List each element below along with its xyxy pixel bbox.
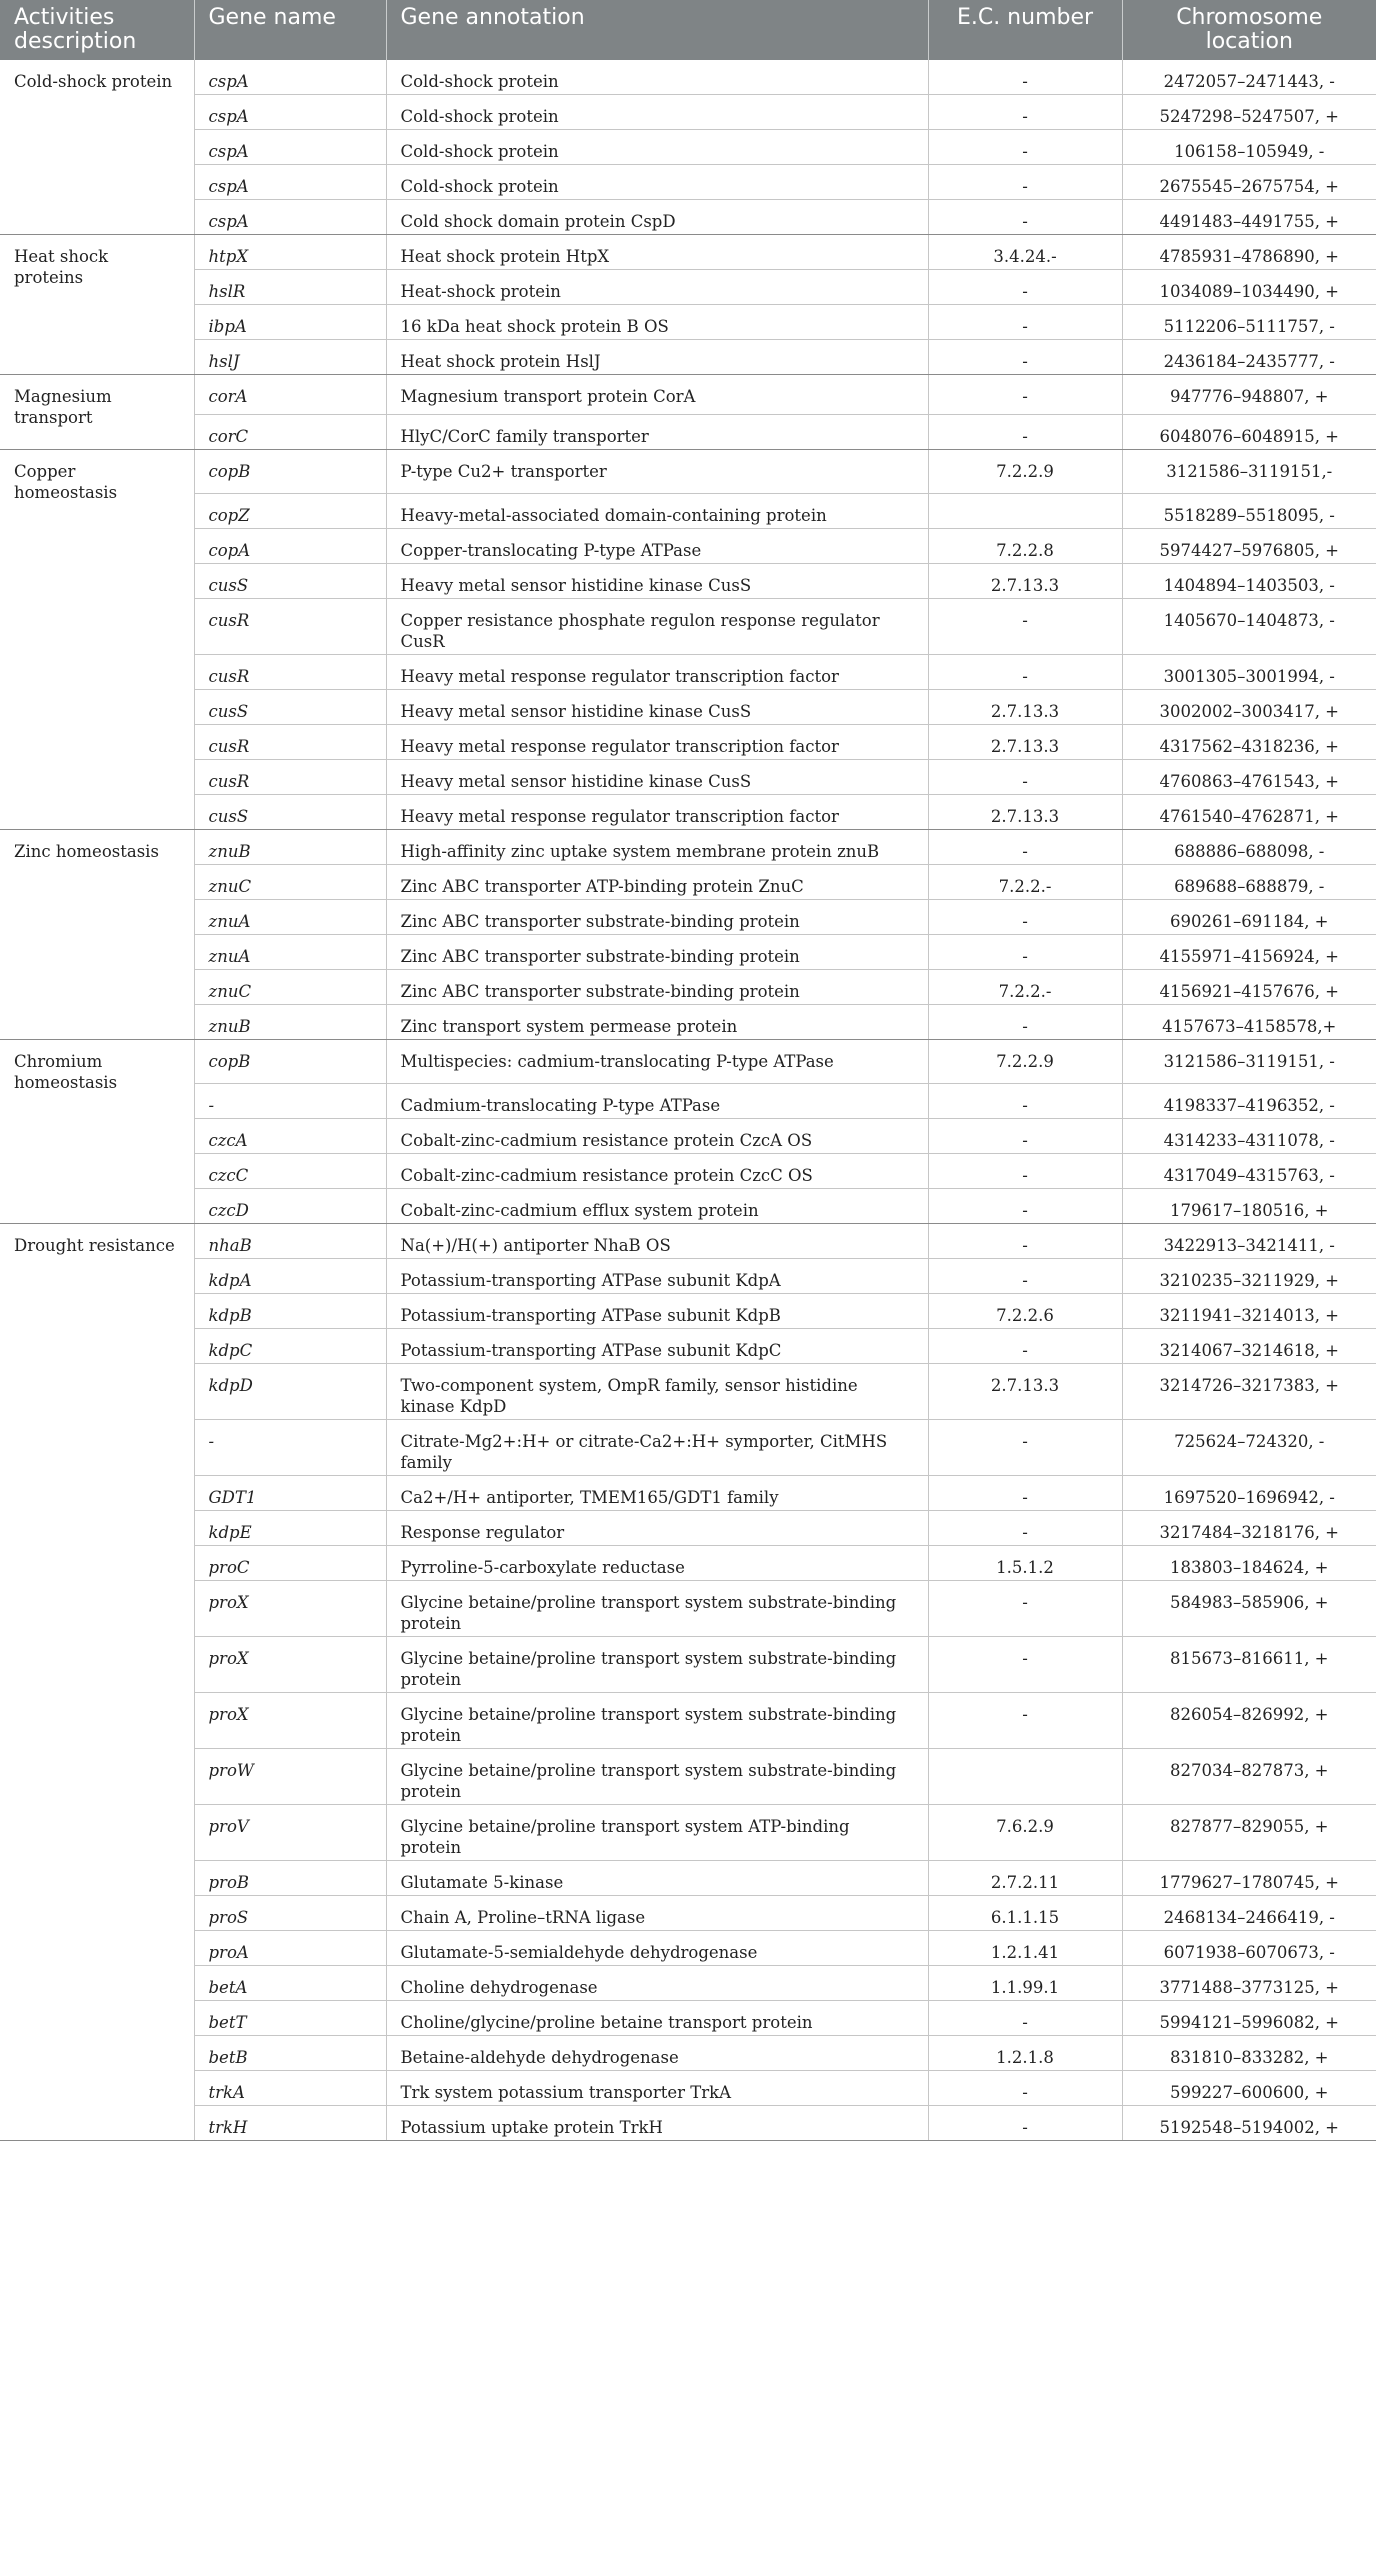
chromosome-location-cell: 183803–184624, +: [1122, 1546, 1376, 1581]
gene-annotation-cell: Cold-shock protein: [386, 60, 928, 95]
chromosome-location-cell: 4761540–4762871, +: [1122, 795, 1376, 830]
chromosome-location-cell: 815673–816611, +: [1122, 1637, 1376, 1693]
gene-name-cell: betB: [194, 2036, 386, 2071]
gene-annotation-cell: Trk system potassium transporter TrkA: [386, 2071, 928, 2106]
ec-number-cell: -: [928, 1224, 1122, 1259]
gene-name-cell: nhaB: [194, 1224, 386, 1259]
ec-number-cell: 2.7.13.3: [928, 690, 1122, 725]
gene-annotation-cell: Citrate-Mg2+:H+ or citrate-Ca2+:H+ symporter, CitMHS family: [386, 1420, 928, 1476]
ec-number-cell: -: [928, 305, 1122, 340]
table-row: [0, 1931, 1376, 1966]
table-row: [0, 599, 1376, 655]
ec-number-cell: -: [928, 1084, 1122, 1119]
gene-name-cell: -: [194, 1420, 386, 1476]
table-row: [0, 1420, 1376, 1476]
gene-name-cell: copB: [194, 1040, 386, 1084]
ec-number-cell: -: [928, 1259, 1122, 1294]
chromosome-location-cell: 5518289–5518095, -: [1122, 494, 1376, 529]
gene-annotation-cell: Betaine-aldehyde dehydrogenase: [386, 2036, 928, 2071]
gene-annotation-cell: Heavy metal response regulator transcription factor: [386, 655, 928, 690]
gene-name-cell: czcA: [194, 1119, 386, 1154]
gene-name-cell: cusS: [194, 795, 386, 830]
table-row: [0, 1896, 1376, 1931]
table-row: [0, 865, 1376, 900]
gene-annotation-cell: Two-component system, OmpR family, sensor histidine kinase KdpD: [386, 1364, 928, 1420]
gene-annotation-cell: Heat shock protein HtpX: [386, 235, 928, 270]
chromosome-location-cell: 1034089–1034490, +: [1122, 270, 1376, 305]
chromosome-location-cell: 831810–833282, +: [1122, 2036, 1376, 2071]
gene-annotation-cell: Na(+)/H(+) antiporter NhaB OS: [386, 1224, 928, 1259]
chromosome-location-cell: 599227–600600, +: [1122, 2071, 1376, 2106]
ec-number-cell: -: [928, 599, 1122, 655]
table-row: [0, 1581, 1376, 1637]
table-row: [0, 1189, 1376, 1224]
table-row: [0, 200, 1376, 235]
chromosome-location-cell: 690261–691184, +: [1122, 900, 1376, 935]
gene-annotation-cell: P-type Cu2+ transporter: [386, 450, 928, 494]
table-row: [0, 60, 1376, 95]
gene-name-cell: trkA: [194, 2071, 386, 2106]
table-row: [0, 130, 1376, 165]
chromosome-location-cell: 4785931–4786890, +: [1122, 235, 1376, 270]
activity-category-cell: Chromium homeostasis: [0, 1040, 194, 1224]
chromosome-location-cell: 106158–105949, -: [1122, 130, 1376, 165]
ec-number-cell: 7.2.2.6: [928, 1294, 1122, 1329]
gene-annotation-cell: Potassium-transporting ATPase subunit KdpC: [386, 1329, 928, 1364]
gene-name-cell: cspA: [194, 200, 386, 235]
ec-number-cell: -: [928, 270, 1122, 305]
gene-name-cell: proA: [194, 1931, 386, 1966]
gene-name-cell: copA: [194, 529, 386, 564]
gene-name-cell: corC: [194, 415, 386, 450]
chromosome-location-cell: 179617–180516, +: [1122, 1189, 1376, 1224]
table-row: [0, 1084, 1376, 1119]
gene-name-cell: kdpA: [194, 1259, 386, 1294]
chromosome-location-cell: 725624–724320, -: [1122, 1420, 1376, 1476]
table-row: [0, 1861, 1376, 1896]
ec-number-cell: -: [928, 415, 1122, 450]
gene-annotation-cell: Chain A, Proline–tRNA ligase: [386, 1896, 928, 1931]
chromosome-location-cell: 3211941–3214013, +: [1122, 1294, 1376, 1329]
gene-name-cell: -: [194, 1084, 386, 1119]
gene-annotation-cell: Glycine betaine/proline transport system ATP-binding protein: [386, 1805, 928, 1861]
table-row: [0, 1637, 1376, 1693]
gene-annotation-cell: Potassium uptake protein TrkH: [386, 2106, 928, 2141]
table-row: [0, 1259, 1376, 1294]
gene-name-cell: cusR: [194, 760, 386, 795]
table-header: [0, 0, 1376, 60]
ec-number-cell: 6.1.1.15: [928, 1896, 1122, 1931]
chromosome-location-cell: 827034–827873, +: [1122, 1749, 1376, 1805]
ec-number-cell: 1.2.1.41: [928, 1931, 1122, 1966]
ec-number-cell: -: [928, 200, 1122, 235]
chromosome-location-cell: 3121586–3119151, -: [1122, 1040, 1376, 1084]
chromosome-location-cell: 3214726–3217383, +: [1122, 1364, 1376, 1420]
ec-number-cell: -: [928, 900, 1122, 935]
gene-name-cell: trkH: [194, 2106, 386, 2141]
table-row: [0, 1224, 1376, 1259]
chromosome-location-cell: 5247298–5247507, +: [1122, 95, 1376, 130]
table-row: [0, 2036, 1376, 2071]
gene-annotation-cell: Cold shock domain protein CspD: [386, 200, 928, 235]
ec-number-cell: -: [928, 1119, 1122, 1154]
gene-name-cell: copZ: [194, 494, 386, 529]
gene-annotation-cell: High-affinity zinc uptake system membrane protein znuB: [386, 830, 928, 865]
gene-name-cell: hslR: [194, 270, 386, 305]
chromosome-location-cell: 1404894–1403503, -: [1122, 564, 1376, 599]
chromosome-location-cell: 2436184–2435777, -: [1122, 340, 1376, 375]
gene-annotation-cell: Cold-shock protein: [386, 95, 928, 130]
table-row: [0, 690, 1376, 725]
gene-name-cell: proB: [194, 1861, 386, 1896]
ec-number-cell: -: [928, 935, 1122, 970]
table-row: [0, 725, 1376, 760]
gene-annotation-cell: Choline dehydrogenase: [386, 1966, 928, 2001]
gene-annotation-cell: Glycine betaine/proline transport system substrate-binding protein: [386, 1581, 928, 1637]
chromosome-location-cell: 5974427–5976805, +: [1122, 529, 1376, 564]
gene-annotation-cell: Magnesium transport protein CorA: [386, 375, 928, 415]
chromosome-location-cell: 3771488–3773125, +: [1122, 1966, 1376, 2001]
ec-number-cell: 7.6.2.9: [928, 1805, 1122, 1861]
gene-name-cell: proC: [194, 1546, 386, 1581]
ec-number-cell: 7.2.2.9: [928, 450, 1122, 494]
gene-annotation-cell: Heavy metal sensor histidine kinase CusS: [386, 564, 928, 599]
table-row: [0, 1154, 1376, 1189]
gene-annotation-cell: Multispecies: cadmium-translocating P-type ATPase: [386, 1040, 928, 1084]
table-row: [0, 970, 1376, 1005]
chromosome-location-cell: 947776–948807, +: [1122, 375, 1376, 415]
gene-annotation-cell: Glycine betaine/proline transport system substrate-binding protein: [386, 1637, 928, 1693]
activity-category-cell: Zinc homeostasis: [0, 830, 194, 1040]
ec-number-cell: 1.1.99.1: [928, 1966, 1122, 2001]
table-row: [0, 494, 1376, 529]
ec-number-cell: -: [928, 1189, 1122, 1224]
table-row: [0, 235, 1376, 270]
table-row: [0, 1005, 1376, 1040]
gene-name-cell: znuB: [194, 830, 386, 865]
chromosome-location-cell: 1779627–1780745, +: [1122, 1861, 1376, 1896]
chromosome-location-cell: 3001305–3001994, -: [1122, 655, 1376, 690]
gene-annotation-cell: Glycine betaine/proline transport system substrate-binding protein: [386, 1749, 928, 1805]
table-row: [0, 564, 1376, 599]
table-row: [0, 1476, 1376, 1511]
gene-annotation-cell: Copper-translocating P-type ATPase: [386, 529, 928, 564]
ec-number-cell: -: [928, 375, 1122, 415]
ec-number-cell: -: [928, 1329, 1122, 1364]
ec-number-cell: 7.2.2.9: [928, 1040, 1122, 1084]
ec-number-cell: -: [928, 830, 1122, 865]
chromosome-location-cell: 4760863–4761543, +: [1122, 760, 1376, 795]
chromosome-location-cell: 3002002–3003417, +: [1122, 690, 1376, 725]
chromosome-location-cell: 826054–826992, +: [1122, 1693, 1376, 1749]
gene-annotation-cell: Cobalt-zinc-cadmium resistance protein CzcC OS: [386, 1154, 928, 1189]
gene-name-cell: kdpD: [194, 1364, 386, 1420]
gene-name-cell: znuA: [194, 935, 386, 970]
gene-name-cell: proS: [194, 1896, 386, 1931]
gene-name-cell: znuA: [194, 900, 386, 935]
table-row: [0, 830, 1376, 865]
table-body: [0, 60, 1376, 2141]
table-row: [0, 1119, 1376, 1154]
gene-name-cell: cusR: [194, 599, 386, 655]
gene-annotation-cell: Potassium-transporting ATPase subunit KdpA: [386, 1259, 928, 1294]
ec-number-cell: -: [928, 2001, 1122, 2036]
gene-annotation-cell: Cadmium-translocating P-type ATPase: [386, 1084, 928, 1119]
header-ec-number: E.C. number: [928, 0, 1122, 60]
ec-number-cell: 7.2.2.-: [928, 865, 1122, 900]
gene-name-cell: cspA: [194, 165, 386, 200]
table-row: [0, 305, 1376, 340]
ec-number-cell: -: [928, 1581, 1122, 1637]
chromosome-location-cell: 4314233–4311078, -: [1122, 1119, 1376, 1154]
gene-annotation-cell: 16 kDa heat shock protein B OS: [386, 305, 928, 340]
gene-name-cell: cspA: [194, 130, 386, 165]
gene-name-cell: czcC: [194, 1154, 386, 1189]
gene-name-cell: znuC: [194, 970, 386, 1005]
ec-number-cell: 3.4.24.-: [928, 235, 1122, 270]
gene-name-cell: proW: [194, 1749, 386, 1805]
ec-number-cell: -: [928, 1420, 1122, 1476]
ec-number-cell: -: [928, 1005, 1122, 1040]
gene-annotation-cell: Zinc ABC transporter substrate-binding protein: [386, 900, 928, 935]
table-row: [0, 1693, 1376, 1749]
chromosome-location-cell: 5192548–5194002, +: [1122, 2106, 1376, 2141]
chromosome-location-cell: 4317562–4318236, +: [1122, 725, 1376, 760]
chromosome-location-cell: 4317049–4315763, -: [1122, 1154, 1376, 1189]
gene-name-cell: copB: [194, 450, 386, 494]
activity-category-cell: Heat shock proteins: [0, 235, 194, 375]
table-row: [0, 2001, 1376, 2036]
gene-annotation-cell: Cobalt-zinc-cadmium resistance protein CzcA OS: [386, 1119, 928, 1154]
gene-name-cell: cusR: [194, 655, 386, 690]
chromosome-location-cell: 2675545–2675754, +: [1122, 165, 1376, 200]
header-chromosome-location: Chromosome location: [1122, 0, 1376, 60]
chromosome-location-cell: 2472057–2471443, -: [1122, 60, 1376, 95]
gene-annotation-cell: Glutamate 5-kinase: [386, 1861, 928, 1896]
table-row: [0, 900, 1376, 935]
header-gene-annotation: Gene annotation: [386, 0, 928, 60]
gene-annotation-cell: HlyC/CorC family transporter: [386, 415, 928, 450]
chromosome-location-cell: 4155971–4156924, +: [1122, 935, 1376, 970]
chromosome-location-cell: 6071938–6070673, -: [1122, 1931, 1376, 1966]
table-row: [0, 529, 1376, 564]
ec-number-cell: -: [928, 2071, 1122, 2106]
gene-annotation-cell: Cold-shock protein: [386, 165, 928, 200]
table-row: [0, 450, 1376, 494]
table-row: [0, 1294, 1376, 1329]
gene-name-cell: cusS: [194, 564, 386, 599]
table-row: [0, 340, 1376, 375]
gene-name-cell: proX: [194, 1693, 386, 1749]
chromosome-location-cell: 689688–688879, -: [1122, 865, 1376, 900]
chromosome-location-cell: 3422913–3421411, -: [1122, 1224, 1376, 1259]
gene-name-cell: proX: [194, 1637, 386, 1693]
ec-number-cell: -: [928, 95, 1122, 130]
header-activities-description: Activities description: [0, 0, 194, 60]
gene-name-cell: znuC: [194, 865, 386, 900]
gene-name-cell: ibpA: [194, 305, 386, 340]
gene-annotation-cell: Heavy metal response regulator transcription factor: [386, 795, 928, 830]
gene-annotation-cell: Heavy metal response regulator transcription factor: [386, 725, 928, 760]
chromosome-location-cell: 688886–688098, -: [1122, 830, 1376, 865]
gene-annotation-cell: Heat-shock protein: [386, 270, 928, 305]
gene-name-cell: cusS: [194, 690, 386, 725]
table-row: [0, 95, 1376, 130]
table-row: [0, 1805, 1376, 1861]
gene-annotation-cell: Potassium-transporting ATPase subunit KdpB: [386, 1294, 928, 1329]
gene-name-cell: hslJ: [194, 340, 386, 375]
table-row: [0, 1511, 1376, 1546]
gene-name-cell: kdpE: [194, 1511, 386, 1546]
ec-number-cell: [928, 1749, 1122, 1805]
chromosome-location-cell: 4198337–4196352, -: [1122, 1084, 1376, 1119]
table-row: [0, 375, 1376, 415]
gene-annotation-cell: Heavy metal sensor histidine kinase CusS: [386, 760, 928, 795]
table-row: [0, 2106, 1376, 2141]
chromosome-location-cell: 584983–585906, +: [1122, 1581, 1376, 1637]
gene-annotation-cell: Zinc ABC transporter ATP-binding protein ZnuC: [386, 865, 928, 900]
gene-name-cell: cspA: [194, 95, 386, 130]
chromosome-location-cell: 3217484–3218176, +: [1122, 1511, 1376, 1546]
table-row: [0, 1329, 1376, 1364]
ec-number-cell: -: [928, 760, 1122, 795]
gene-name-cell: corA: [194, 375, 386, 415]
ec-number-cell: 2.7.13.3: [928, 564, 1122, 599]
gene-annotation-cell: Copper resistance phosphate regulon response regulator CusR: [386, 599, 928, 655]
gene-annotation-cell: Zinc transport system permease protein: [386, 1005, 928, 1040]
gene-name-cell: kdpB: [194, 1294, 386, 1329]
chromosome-location-cell: 4157673–4158578,+: [1122, 1005, 1376, 1040]
table-row: [0, 270, 1376, 305]
gene-annotation-cell: Cold-shock protein: [386, 130, 928, 165]
ec-number-cell: -: [928, 340, 1122, 375]
activity-category-cell: Magnesium transport: [0, 375, 194, 450]
chromosome-location-cell: 2468134–2466419, -: [1122, 1896, 1376, 1931]
activity-category-cell: Cold-shock protein: [0, 60, 194, 235]
chromosome-location-cell: 3214067–3214618, +: [1122, 1329, 1376, 1364]
gene-name-cell: betT: [194, 2001, 386, 2036]
ec-number-cell: 1.2.1.8: [928, 2036, 1122, 2071]
gene-name-cell: proX: [194, 1581, 386, 1637]
chromosome-location-cell: 5112206–5111757, -: [1122, 305, 1376, 340]
table-row: [0, 1364, 1376, 1420]
table-row: [0, 1749, 1376, 1805]
ec-number-cell: 2.7.13.3: [928, 795, 1122, 830]
gene-annotation-cell: Zinc ABC transporter substrate-binding protein: [386, 935, 928, 970]
table-row: [0, 760, 1376, 795]
ec-number-cell: -: [928, 1693, 1122, 1749]
gene-name-cell: czcD: [194, 1189, 386, 1224]
table-row: [0, 795, 1376, 830]
gene-name-cell: GDT1: [194, 1476, 386, 1511]
table-row: [0, 1546, 1376, 1581]
ec-number-cell: -: [928, 1511, 1122, 1546]
ec-number-cell: -: [928, 130, 1122, 165]
chromosome-location-cell: 1405670–1404873, -: [1122, 599, 1376, 655]
table-row: [0, 165, 1376, 200]
ec-number-cell: -: [928, 60, 1122, 95]
ec-number-cell: 2.7.13.3: [928, 1364, 1122, 1420]
ec-number-cell: -: [928, 1476, 1122, 1511]
table-row: [0, 1966, 1376, 2001]
gene-annotation-cell: Glycine betaine/proline transport system substrate-binding protein: [386, 1693, 928, 1749]
gene-annotation-cell: Choline/glycine/proline betaine transport protein: [386, 2001, 928, 2036]
gene-annotation-cell: Response regulator: [386, 1511, 928, 1546]
ec-number-cell: -: [928, 165, 1122, 200]
gene-name-cell: htpX: [194, 235, 386, 270]
gene-annotation-cell: Heavy-metal-associated domain-containing protein: [386, 494, 928, 529]
activity-category-cell: Copper homeostasis: [0, 450, 194, 830]
ec-number-cell: 2.7.13.3: [928, 725, 1122, 760]
chromosome-location-cell: 4491483–4491755, +: [1122, 200, 1376, 235]
chromosome-location-cell: 4156921–4157676, +: [1122, 970, 1376, 1005]
ec-number-cell: 7.2.2.8: [928, 529, 1122, 564]
gene-name-cell: cspA: [194, 60, 386, 95]
table-row: [0, 1040, 1376, 1084]
ec-number-cell: -: [928, 2106, 1122, 2141]
table-row: [0, 415, 1376, 450]
gene-name-cell: betA: [194, 1966, 386, 2001]
gene-annotation-cell: Glutamate-5-semialdehyde dehydrogenase: [386, 1931, 928, 1966]
gene-annotation-cell: Cobalt-zinc-cadmium efflux system protein: [386, 1189, 928, 1224]
ec-number-cell: 7.2.2.-: [928, 970, 1122, 1005]
chromosome-location-cell: 6048076–6048915, +: [1122, 415, 1376, 450]
gene-annotation-cell: Pyrroline-5-carboxylate reductase: [386, 1546, 928, 1581]
header-row: [0, 0, 1376, 60]
chromosome-location-cell: 5994121–5996082, +: [1122, 2001, 1376, 2036]
gene-annotation-cell: Heat shock protein HslJ: [386, 340, 928, 375]
chromosome-location-cell: 827877–829055, +: [1122, 1805, 1376, 1861]
ec-number-cell: -: [928, 1637, 1122, 1693]
chromosome-location-cell: 1697520–1696942, -: [1122, 1476, 1376, 1511]
gene-annotation-cell: Heavy metal sensor histidine kinase CusS: [386, 690, 928, 725]
table-row: [0, 655, 1376, 690]
gene-name-cell: cusR: [194, 725, 386, 760]
gene-name-cell: znuB: [194, 1005, 386, 1040]
ec-number-cell: 1.5.1.2: [928, 1546, 1122, 1581]
gene-annotation-cell: Ca2+/H+ antiporter, TMEM165/GDT1 family: [386, 1476, 928, 1511]
gene-name-cell: proV: [194, 1805, 386, 1861]
chromosome-location-cell: 3121586–3119151,-: [1122, 450, 1376, 494]
ec-number-cell: -: [928, 1154, 1122, 1189]
ec-number-cell: 2.7.2.11: [928, 1861, 1122, 1896]
ec-number-cell: [928, 494, 1122, 529]
gene-name-cell: kdpC: [194, 1329, 386, 1364]
table-row: [0, 2071, 1376, 2106]
chromosome-location-cell: 3210235–3211929, +: [1122, 1259, 1376, 1294]
ec-number-cell: -: [928, 655, 1122, 690]
gene-annotation-cell: Zinc ABC transporter substrate-binding protein: [386, 970, 928, 1005]
activity-category-cell: Drought resistance: [0, 1224, 194, 2141]
table-row: [0, 935, 1376, 970]
header-gene-name: Gene name: [194, 0, 386, 60]
